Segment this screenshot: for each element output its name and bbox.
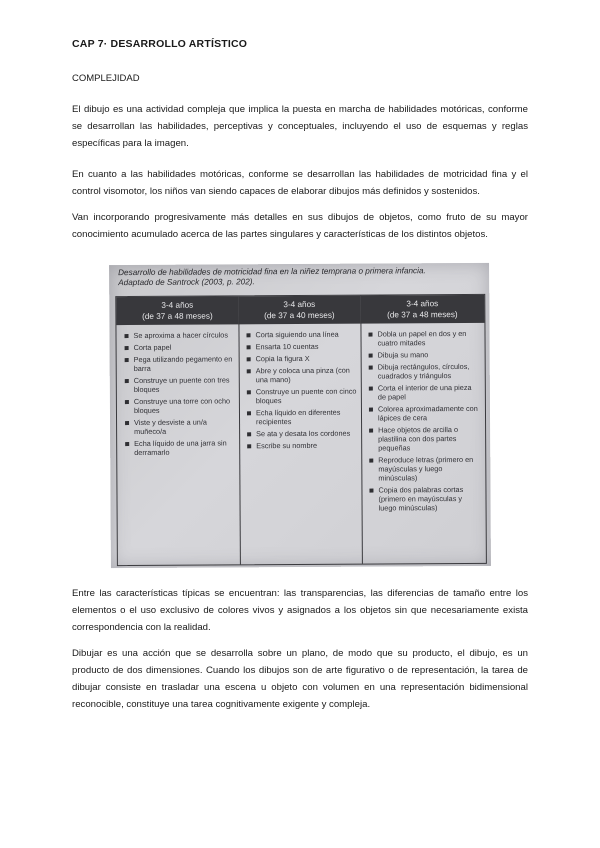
column-heading-months: (de 37 a 48 meses) (387, 310, 458, 320)
skill-item: Dibuja rectángulos, círculos, cuadrados y triángulos (369, 362, 481, 381)
skill-item: Reproduce letras (primero en mayúsculas y luego minúsculas) (369, 455, 481, 483)
paragraph-details: Van incorporando progresivamente más detalles en sus dibujos de objetos, como fruto de su mayor conocimiento acumulado acerca de las partes singulares y características de los distintos objetos. (72, 212, 528, 240)
column-heading-months: (de 37 a 40 meses) (264, 310, 335, 321)
column-heading (360, 295, 484, 324)
skill-item: Dibuja su mano (369, 350, 481, 360)
table-caption-line-1: Desarrollo de habilidades de motricidad fina en la niñez temprana o primera infancia. (118, 266, 426, 278)
table-column (360, 295, 486, 564)
section-heading: COMPLEJIDAD (72, 73, 140, 84)
column-heading (238, 296, 360, 325)
paragraph-characteristics: Entre las características típicas se encuentran: las transparencias, las diferencias de tamaño entre los elementos o el uso exclusivo de colores vivos y asignados a los objetos sin que necesariamente exista correspondencia con la realidad. (72, 588, 528, 633)
skill-item: Copia la figura X (247, 354, 357, 364)
skill-item: Echa líquido de una jarra sin derramarlo (125, 438, 235, 457)
paragraph-intro: El dibujo es una actividad compleja que implica la puesta en marcha de habilidades motóricas, conforme se desarrollan las habilidades, perceptivas y conceptuales, incluyendo el uso de esquemas y reglas específicas para la imagen. (72, 104, 528, 149)
column-heading-age: 3-4 años (161, 300, 194, 310)
table-caption (118, 266, 483, 288)
skill-item: Se ata y desata los cordones (247, 429, 357, 439)
skill-item: Pega utilizando pegamento en barra (125, 354, 235, 373)
motor-skills-table (115, 294, 487, 566)
skill-item: Corta siguiendo una línea (246, 330, 356, 340)
skill-item: Hace objetos de arcilla o plastilina con dos partes pequeñas (369, 425, 481, 453)
skill-item: Colorea aproximadamente con lápices de cera (369, 404, 481, 423)
column-heading-age: 3-4 años (283, 299, 316, 310)
column-heading (116, 296, 238, 325)
paragraph-drawing-plane: Dibujar es una acción que se desarrolla sobre un plano, de modo que su producto, el dibujo, es un producto de dos dimensiones. Cuando los dibujos son de arte figurativo o de representación, la tarea de dibujar consiste en trasladar una escena u objeto con volumen en una representación bidimensional reconocible, constituye una tarea cognitivamente exigente y compleja. (72, 648, 528, 710)
skill-item: Corta papel (125, 342, 235, 352)
skill-list (116, 324, 239, 457)
skill-item: Construye una torre con ocho bloques (125, 396, 235, 415)
table-column (238, 296, 363, 565)
paragraph-motor-skills: En cuanto a las habilidades motóricas, conforme se desarrollan las habilidades de motricidad fina y el control visomotor, los niños van siendo capaces de elaborar dibujos más definidos y sostenidos. (72, 169, 528, 197)
chapter-title: CAP 7· DESARROLLO ARTÍSTICO (72, 38, 248, 50)
skill-item: Ensarta 10 cuentas (247, 342, 357, 352)
table-photo (109, 263, 491, 568)
skill-item: Viste y desviste a un/a muñeco/a (125, 417, 235, 436)
skill-item: Escribe su nombre (247, 441, 357, 451)
column-heading-age: 3-4 años (406, 299, 439, 309)
skill-item: Construye un puente con tres bloques (125, 375, 235, 394)
skill-item: Abre y coloca una pinza (con una mano) (247, 366, 357, 385)
column-heading-months: (de 37 a 48 meses) (142, 311, 213, 321)
skill-item: Copia dos palabras cortas (primero en mayúsculas y luego minúsculas) (369, 485, 481, 513)
table-caption-line-2: Adaptado de Santrock (2003, p. 202). (118, 277, 255, 288)
skill-item: Dobla un papel en dos y en cuatro mitades (368, 329, 480, 348)
skill-item: Corta el interior de una pieza de papel (369, 383, 481, 402)
skill-list (238, 324, 361, 451)
table-column (116, 296, 241, 565)
skill-list (360, 323, 485, 513)
skill-item: Se aproxima a hacer círculos (124, 330, 234, 340)
skill-item: Construye un puente con cinco bloques (247, 387, 357, 406)
skill-item: Echa líquido en diferentes recipientes (247, 408, 357, 427)
